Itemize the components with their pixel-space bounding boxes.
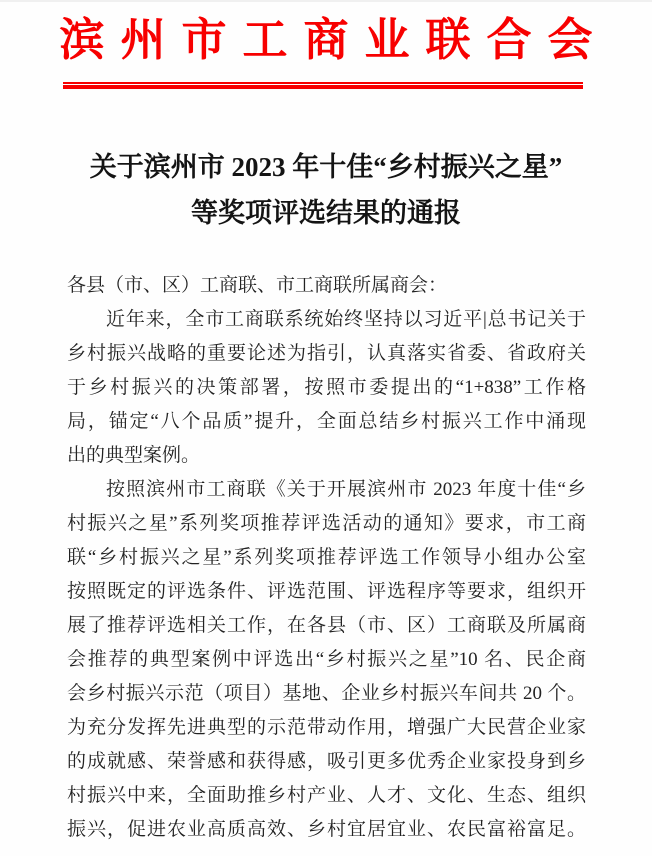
body-text-line: 展了推荐评选相关工作，在各县（市、区）工商联及所属商 <box>67 615 586 636</box>
body-text-line: 会乡村振兴示范（项目）基地、企业乡村振兴车间共 20 个。 <box>67 683 586 704</box>
body-text-line: 按照滨州市工商联《关于开展滨州市 2023 年度十佳“乡 <box>106 479 586 500</box>
body-text-line: 村振兴之星”系列奖项推荐评选活动的通知》要求，市工商 <box>67 513 586 534</box>
body-text-line: 出的典型案例。 <box>67 445 201 466</box>
body-text-line: 会推荐的典型案例中评选出“乡村振兴之星”10 名、民企商 <box>67 649 586 670</box>
body-text-line: 为充分发挥先进典型的示范带动作用，增强广大民营企业家 <box>67 717 586 738</box>
document-body <box>67 269 586 847</box>
body-text-line: 各县（市、区）工商联、市工商联所属商会： <box>67 275 448 296</box>
body-text-line: 联“乡村振兴之星”系列奖项推荐评选工作领导小组办公室 <box>67 547 586 568</box>
body-text-line: 按照既定的评选条件、评选范围、评选程序等要求，组织开 <box>67 581 586 602</box>
body-text-line: 近年来，全市工商联系统始终坚持以习近平|总书记关于 <box>106 309 586 330</box>
document-title-line1: 关于滨州市 2023 年十佳“乡村振兴之星” <box>89 152 563 182</box>
document-title <box>0 144 652 236</box>
body-text-line: 局，锚定“八个品质”提升，全面总结乡村振兴工作中涌现 <box>67 411 586 432</box>
body-text-line: 乡村振兴战略的重要论述为指引，认真落实省委、省政府关 <box>67 343 586 364</box>
body-text-line: 振兴，促进农业高质高效、乡村宜居宜业、农民富裕富足。 <box>67 819 586 840</box>
divider-thick-line <box>63 85 583 89</box>
divider-thin-line <box>63 82 583 84</box>
letterhead-divider <box>63 82 583 89</box>
letterhead-org-name: 滨州市工商业联合会 <box>59 15 609 65</box>
body-text-line: 的成就感、荣誉感和获得感，吸引更多优秀企业家投身到乡 <box>67 751 586 772</box>
body-text-line: 于乡村振兴的决策部署，按照市委提出的“1+838”工作格 <box>67 377 586 398</box>
document-title-line2: 等奖项评选结果的通报 <box>191 198 461 228</box>
body-text-line: 村振兴中来，全面助推乡村产业、人才、文化、生态、组织 <box>67 785 586 806</box>
